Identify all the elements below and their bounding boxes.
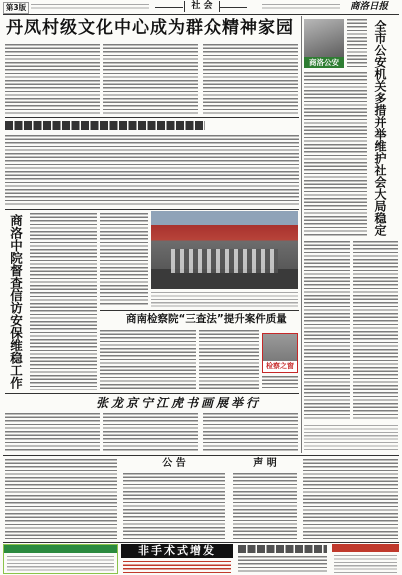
second-story-body bbox=[5, 135, 299, 207]
ad-hair-text bbox=[123, 561, 231, 573]
procuratorate-column-label: 检察之窗 bbox=[263, 361, 297, 372]
section-rule-left bbox=[155, 7, 183, 8]
ads-top-rule bbox=[3, 542, 399, 543]
ad-clinic-text bbox=[7, 556, 114, 572]
exhibition-body-col-3 bbox=[203, 413, 298, 452]
ad-tea-text bbox=[238, 556, 327, 573]
statement-title: 声 明 bbox=[253, 458, 277, 469]
police-headline: 全市公安机关多措并举维护社会大局稳定 bbox=[373, 20, 387, 236]
court-headline: 商洛中院督查信访安保维稳工作 bbox=[8, 214, 24, 389]
procuratorate-body-col-3 bbox=[262, 376, 298, 390]
exhibition-top-rule bbox=[5, 393, 299, 394]
police-body-col-2 bbox=[304, 241, 350, 421]
exhibition-headline: 张龙京宁江虎书画展举行 bbox=[96, 396, 262, 410]
left-notice-body bbox=[5, 459, 117, 539]
ad-hair bbox=[121, 544, 233, 574]
paper-name: 商洛日报 bbox=[350, 1, 389, 12]
notices-top-rule bbox=[3, 455, 399, 456]
court-body-col-2 bbox=[100, 213, 148, 305]
announcement-box bbox=[121, 457, 227, 540]
photo-performers bbox=[171, 249, 278, 273]
masthead-rule bbox=[3, 14, 399, 15]
procuratorate-body-col-1 bbox=[100, 330, 196, 390]
section-title: 社 会 bbox=[184, 1, 220, 12]
exhibition-body-col-1 bbox=[5, 413, 100, 452]
masthead-meta-left bbox=[31, 4, 149, 9]
procuratorate-column-stamp bbox=[262, 333, 298, 373]
procuratorate-body-col-2 bbox=[199, 330, 259, 390]
ad-hair-title: 非手术式增发 bbox=[121, 544, 233, 558]
lead-body-col-1 bbox=[5, 44, 100, 114]
announcement-title: 公 告 bbox=[162, 458, 186, 469]
right-notice-body bbox=[303, 459, 398, 539]
court-body-col-1 bbox=[30, 213, 97, 390]
exhibition-body-col-2 bbox=[103, 413, 198, 452]
second-story-bottom-rule bbox=[5, 209, 299, 210]
ad-clinic-banner bbox=[4, 545, 117, 553]
statement-body bbox=[233, 473, 297, 539]
second-story-headline bbox=[5, 121, 205, 130]
procuratorate-headline: 商南检察院“三查法”提升案件质量 bbox=[126, 313, 287, 325]
announcement-body bbox=[123, 473, 225, 539]
police-body-col-1 bbox=[304, 72, 367, 236]
lead-headline: 丹凤村级文化中心成为群众精神家园 bbox=[6, 18, 294, 38]
lead-body-col-3 bbox=[203, 44, 298, 114]
police-column-label: 商洛公安 bbox=[304, 57, 344, 68]
page-number: 第3版 bbox=[3, 2, 29, 14]
performance-photo-caption bbox=[151, 292, 298, 307]
ad-school-text bbox=[334, 555, 397, 573]
lead-bottom-rule bbox=[5, 117, 299, 118]
police-body-beside-photo bbox=[347, 19, 367, 69]
masthead-meta-right bbox=[262, 4, 340, 9]
police-body-col-3 bbox=[353, 241, 398, 421]
lead-body-col-2 bbox=[103, 44, 198, 114]
police-photo bbox=[304, 19, 344, 57]
section-rule-right bbox=[219, 7, 247, 8]
right-column-divider bbox=[301, 16, 302, 453]
right-column-caption bbox=[304, 425, 398, 452]
statement-box bbox=[231, 457, 299, 540]
performance-photo bbox=[151, 211, 298, 289]
ad-tea-header bbox=[238, 545, 327, 553]
procuratorate-top-rule bbox=[100, 310, 299, 311]
ad-clinic bbox=[3, 544, 118, 574]
ad-tea bbox=[236, 544, 329, 574]
ad-school-banner bbox=[332, 544, 399, 552]
ad-school bbox=[332, 544, 399, 574]
